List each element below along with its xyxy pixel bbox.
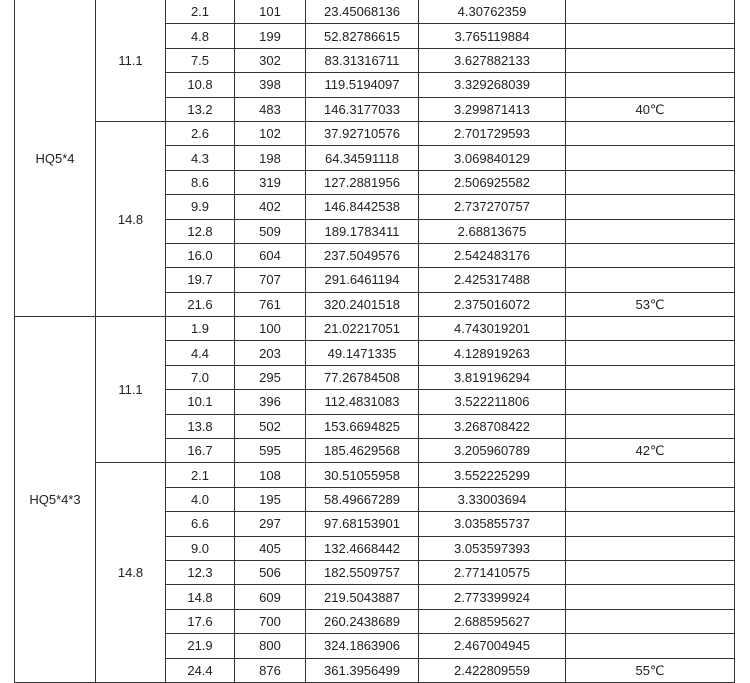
efficiency-cell: 2.701729593 (419, 121, 566, 145)
speed-cell: 405 (235, 536, 306, 560)
current-cell: 9.9 (166, 195, 235, 219)
voltage-cell: 14.8 (96, 463, 166, 683)
temperature-cell (566, 634, 735, 658)
efficiency-cell: 2.506925582 (419, 170, 566, 194)
thrust-cell: 361.3956499 (306, 658, 419, 682)
temperature-cell (566, 73, 735, 97)
thrust-cell: 260.2438689 (306, 609, 419, 633)
temperature-cell: 53℃ (566, 292, 735, 316)
thrust-cell: 146.3177033 (306, 97, 419, 121)
temperature-cell (566, 268, 735, 292)
speed-cell: 198 (235, 146, 306, 170)
temperature-cell (566, 487, 735, 511)
efficiency-cell: 2.68813675 (419, 219, 566, 243)
efficiency-cell: 4.743019201 (419, 317, 566, 341)
current-cell: 13.2 (166, 97, 235, 121)
current-cell: 7.0 (166, 365, 235, 389)
efficiency-cell: 3.522211806 (419, 390, 566, 414)
thrust-cell: 112.4831083 (306, 390, 419, 414)
current-cell: 12.3 (166, 560, 235, 584)
speed-cell: 609 (235, 585, 306, 609)
efficiency-cell: 4.128919263 (419, 341, 566, 365)
temperature-cell (566, 463, 735, 487)
model-name-cell: HQ5*4*3 (15, 317, 96, 683)
data-table-container (14, 0, 734, 683)
thrust-cell: 324.1863906 (306, 634, 419, 658)
temperature-cell (566, 585, 735, 609)
current-cell: 24.4 (166, 658, 235, 682)
speed-cell: 297 (235, 512, 306, 536)
efficiency-cell: 3.329268039 (419, 73, 566, 97)
voltage-cell: 11.1 (96, 0, 166, 121)
current-cell: 10.8 (166, 73, 235, 97)
speed-cell: 483 (235, 97, 306, 121)
thrust-cell: 23.45068136 (306, 0, 419, 24)
speed-cell: 604 (235, 243, 306, 267)
current-cell: 4.4 (166, 341, 235, 365)
efficiency-cell: 3.069840129 (419, 146, 566, 170)
current-cell: 4.0 (166, 487, 235, 511)
speed-cell: 707 (235, 268, 306, 292)
thrust-cell: 37.92710576 (306, 121, 419, 145)
data-table (14, 0, 735, 683)
temperature-cell (566, 341, 735, 365)
efficiency-cell: 3.053597393 (419, 536, 566, 560)
current-cell: 6.6 (166, 512, 235, 536)
current-cell: 14.8 (166, 585, 235, 609)
voltage-cell: 14.8 (96, 121, 166, 316)
current-cell: 4.3 (166, 146, 235, 170)
speed-cell: 595 (235, 439, 306, 463)
current-cell: 10.1 (166, 390, 235, 414)
efficiency-cell: 3.627882133 (419, 48, 566, 72)
temperature-cell (566, 121, 735, 145)
temperature-cell (566, 414, 735, 438)
temperature-cell (566, 219, 735, 243)
current-cell: 7.5 (166, 48, 235, 72)
speed-cell: 506 (235, 560, 306, 584)
temperature-cell (566, 512, 735, 536)
thrust-cell: 146.8442538 (306, 195, 419, 219)
thrust-cell: 49.1471335 (306, 341, 419, 365)
thrust-cell: 77.26784508 (306, 365, 419, 389)
efficiency-cell: 3.035855737 (419, 512, 566, 536)
temperature-cell (566, 146, 735, 170)
temperature-cell (566, 536, 735, 560)
current-cell: 19.7 (166, 268, 235, 292)
efficiency-cell: 3.205960789 (419, 439, 566, 463)
speed-cell: 761 (235, 292, 306, 316)
current-cell: 16.7 (166, 439, 235, 463)
model-name-cell: HQ5*4 (15, 0, 96, 317)
current-cell: 12.8 (166, 219, 235, 243)
efficiency-cell: 2.737270757 (419, 195, 566, 219)
temperature-cell (566, 390, 735, 414)
thrust-cell: 153.6694825 (306, 414, 419, 438)
thrust-cell: 237.5049576 (306, 243, 419, 267)
temperature-cell: 40℃ (566, 97, 735, 121)
efficiency-cell: 2.467004945 (419, 634, 566, 658)
voltage-cell: 11.1 (96, 317, 166, 463)
efficiency-cell: 2.375016072 (419, 292, 566, 316)
current-cell: 21.9 (166, 634, 235, 658)
temperature-cell (566, 365, 735, 389)
thrust-cell: 30.51055958 (306, 463, 419, 487)
temperature-cell (566, 243, 735, 267)
table-row (15, 317, 735, 341)
efficiency-cell: 3.33003694 (419, 487, 566, 511)
temperature-cell (566, 317, 735, 341)
speed-cell: 502 (235, 414, 306, 438)
temperature-cell (566, 24, 735, 48)
thrust-cell: 21.02217051 (306, 317, 419, 341)
speed-cell: 203 (235, 341, 306, 365)
current-cell: 9.0 (166, 536, 235, 560)
efficiency-cell: 2.773399924 (419, 585, 566, 609)
table-row (15, 463, 735, 487)
table-body (15, 0, 735, 682)
current-cell: 2.1 (166, 0, 235, 24)
efficiency-cell: 2.422809559 (419, 658, 566, 682)
thrust-cell: 291.6461194 (306, 268, 419, 292)
efficiency-cell: 2.771410575 (419, 560, 566, 584)
efficiency-cell: 2.688595627 (419, 609, 566, 633)
current-cell: 21.6 (166, 292, 235, 316)
current-cell: 1.9 (166, 317, 235, 341)
temperature-cell (566, 170, 735, 194)
efficiency-cell: 4.30762359 (419, 0, 566, 24)
efficiency-cell: 2.542483176 (419, 243, 566, 267)
thrust-cell: 83.31316711 (306, 48, 419, 72)
thrust-cell: 182.5509757 (306, 560, 419, 584)
speed-cell: 101 (235, 0, 306, 24)
thrust-cell: 97.68153901 (306, 512, 419, 536)
thrust-cell: 219.5043887 (306, 585, 419, 609)
temperature-cell (566, 609, 735, 633)
current-cell: 4.8 (166, 24, 235, 48)
temperature-cell (566, 48, 735, 72)
thrust-cell: 58.49667289 (306, 487, 419, 511)
thrust-cell: 185.4629568 (306, 439, 419, 463)
current-cell: 2.6 (166, 121, 235, 145)
speed-cell: 108 (235, 463, 306, 487)
speed-cell: 199 (235, 24, 306, 48)
efficiency-cell: 3.552225299 (419, 463, 566, 487)
thrust-cell: 127.2881956 (306, 170, 419, 194)
current-cell: 2.1 (166, 463, 235, 487)
current-cell: 16.0 (166, 243, 235, 267)
speed-cell: 509 (235, 219, 306, 243)
current-cell: 8.6 (166, 170, 235, 194)
speed-cell: 396 (235, 390, 306, 414)
speed-cell: 195 (235, 487, 306, 511)
efficiency-cell: 3.299871413 (419, 97, 566, 121)
speed-cell: 102 (235, 121, 306, 145)
speed-cell: 402 (235, 195, 306, 219)
temperature-cell: 55℃ (566, 658, 735, 682)
efficiency-cell: 2.425317488 (419, 268, 566, 292)
current-cell: 17.6 (166, 609, 235, 633)
thrust-cell: 52.82786615 (306, 24, 419, 48)
speed-cell: 800 (235, 634, 306, 658)
thrust-cell: 320.2401518 (306, 292, 419, 316)
temperature-cell: 42℃ (566, 439, 735, 463)
efficiency-cell: 3.268708422 (419, 414, 566, 438)
thrust-cell: 132.4668442 (306, 536, 419, 560)
current-cell: 13.8 (166, 414, 235, 438)
speed-cell: 100 (235, 317, 306, 341)
temperature-cell (566, 0, 735, 24)
speed-cell: 319 (235, 170, 306, 194)
speed-cell: 302 (235, 48, 306, 72)
table-row (15, 0, 735, 24)
thrust-cell: 119.5194097 (306, 73, 419, 97)
speed-cell: 700 (235, 609, 306, 633)
thrust-cell: 189.1783411 (306, 219, 419, 243)
table-row (15, 121, 735, 145)
temperature-cell (566, 195, 735, 219)
speed-cell: 876 (235, 658, 306, 682)
efficiency-cell: 3.819196294 (419, 365, 566, 389)
temperature-cell (566, 560, 735, 584)
efficiency-cell: 3.765119884 (419, 24, 566, 48)
speed-cell: 295 (235, 365, 306, 389)
speed-cell: 398 (235, 73, 306, 97)
thrust-cell: 64.34591118 (306, 146, 419, 170)
